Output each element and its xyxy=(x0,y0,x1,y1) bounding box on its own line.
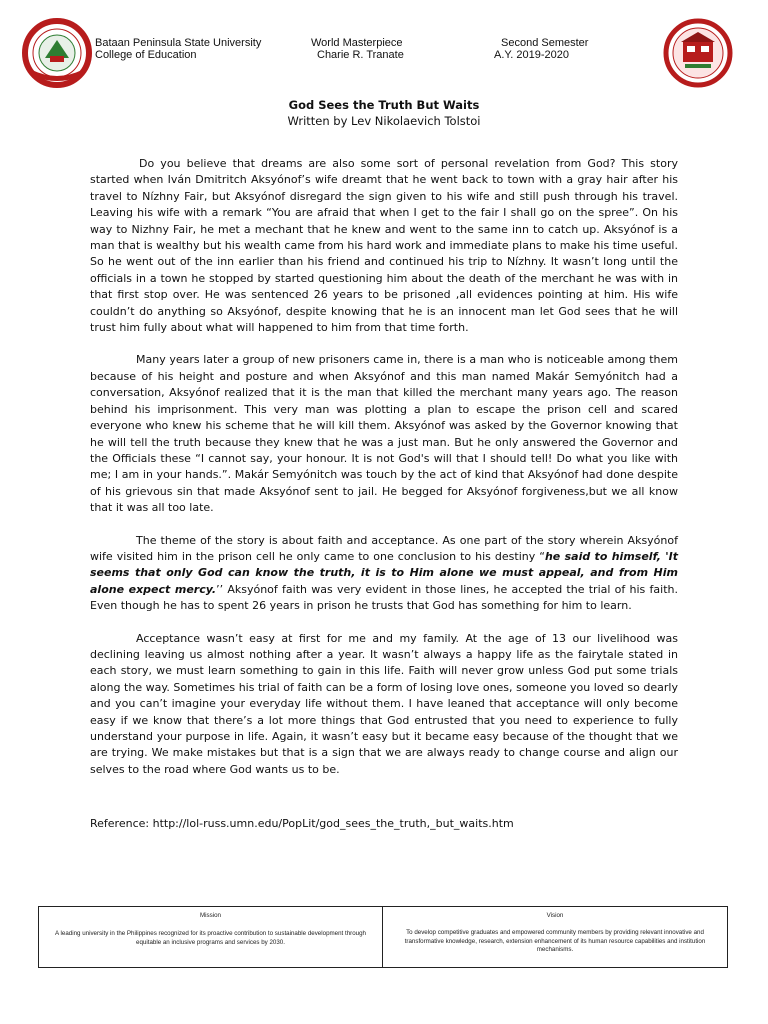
mission-box xyxy=(38,906,383,968)
vision-label: Vision xyxy=(546,912,564,919)
document-title: God Sees the Truth But Waits xyxy=(288,98,480,112)
vision-box xyxy=(382,906,728,968)
paragraph-1: Do you believe that dreams are also some sort of personal revelation from God? This story started when Iván Dmitritch Aksyónof’s wife dreamt that he went back to town with a gray hair after his travel to Nízhny Fair, but Aksyónof disregard the sign given to his wife and still push through his travel. Leaving his wife with a remark “You are afraid that when I get to the fair I shall go on the spree”. On his way to Nizhny Fair, he met a mechant that he knew and went to the same inn to catch up. Aksyónof is a man that is wealthy but his wealth came from his hard work and immediate plans to make his time useful. So he went out of the inn earlier than his friend and continued his trip to Nízhny. It wasn’t long until the officials in a town he stopped by started questioning him about the death of the merchant he was with in that first stop over. He was sentenced 26 years to be prisoned ,all evidences pointing at him. His wife couldn’t do anything so Aksyónof, despite knowing that he is an innocent man let God sees that he will trust him fully about what will happened to him from that time forth. xyxy=(90,157,678,335)
university-name: Bataan Peninsula State University xyxy=(95,37,262,49)
college-seal-icon xyxy=(663,18,733,88)
paragraph-3-rest: ’’ Aksyónof faith was very evident in those lines, he accepted the trial of his faith. Even though he has to spent 26 years in prison he trusts that God has something for him to learn. xyxy=(90,582,678,613)
paragraph-2: Many years later a group of new prisoners came in, there is a man who is noticeable among them because of his height and posture and when Aksyónof and this man named Makár Semyónitch had a conversation, Aksyónof realized that it is the man that killed the merchant many years ago. The reason behind his imprisonment. This very man was plotting a plan to escape the prison cell and scared everyone who knew his scheme that he will kill them. Aksyónof was asked by the Governor knowing that he will tell the truth because they knew that he was a just man. But he only answered the Governor and the Officials these “I cannot say, your honour. It is not God's will that I should tell! Do what you like with me; I am in your hands.”. Makár Semyónitch was touch by the act of kind that Aksyónof had done despite of his grievous sin that made Aksyónof sent to jail. He begged for Aksyónof forgiveness,but we all know that it was all too late. xyxy=(90,353,678,515)
bpsu-seal-icon xyxy=(22,18,92,88)
vision-text: To develop competitive graduates and empowered community members by providing relevant innovative and transformative knowledge, research, extension enhancement of its human resource capabilities and institution mechanisms. xyxy=(404,929,706,954)
paragraph-4: Acceptance wasn’t easy at first for me and my family. At the age of 13 our livelihood was declining leaving us almost nothing after a year. It wasn’t always a happy life as the fairytale stated in each story, we must learn something to gain in this life. Faith will never grow unless God put some trials along the way. Sometimes his trial of faith can be a form of losing love ones, someone you loved so dearly and you can’t imagine your everyday life without them. I have leaned that acceptance will only become easy if we know that there’s a lot more things that God entrusted that you need to experience to fully understand your purpose in life. Again, it wasn’t easy but it became easy because of the thought that we are trying. We make mistakes but that is a sign that we are always ready to change course and align our selves to the road where God wants us to be. xyxy=(90,631,678,776)
mission-text: A leading university in the Philippines recognized for its proactive contribution to sustainable development through equitable an inclusive programs and services by 2030. xyxy=(55,930,366,946)
subject-name: World Masterpiece xyxy=(311,37,403,49)
author-name: Charie R. Tranate xyxy=(317,49,404,61)
college-name: College of Education xyxy=(95,49,197,61)
semester: Second Semester xyxy=(501,37,589,49)
document-subtitle: Written by Lev Nikolaevich Tolstoi xyxy=(287,114,481,128)
paragraph-3-quote: he said to himself, 'It seems that only God can know the truth, it is to Him alone we must appeal, and from Him alone expect mercy. xyxy=(90,549,678,596)
essay-body xyxy=(90,156,678,794)
mission-label: Mission xyxy=(200,912,221,919)
academic-year: A.Y. 2019-2020 xyxy=(494,49,570,61)
paragraph-3-intro: The theme of the story is about faith and acceptance. As one part of the story wherein Aksyónof wife visited him in the prison cell he only came to one conclusion to his destiny “ xyxy=(90,533,678,563)
reference-line: Reference: http://lol-russ.umn.edu/PopLit/god_sees_the_truth,_but_waits.htm xyxy=(90,817,514,830)
paragraph-3 xyxy=(90,533,678,615)
